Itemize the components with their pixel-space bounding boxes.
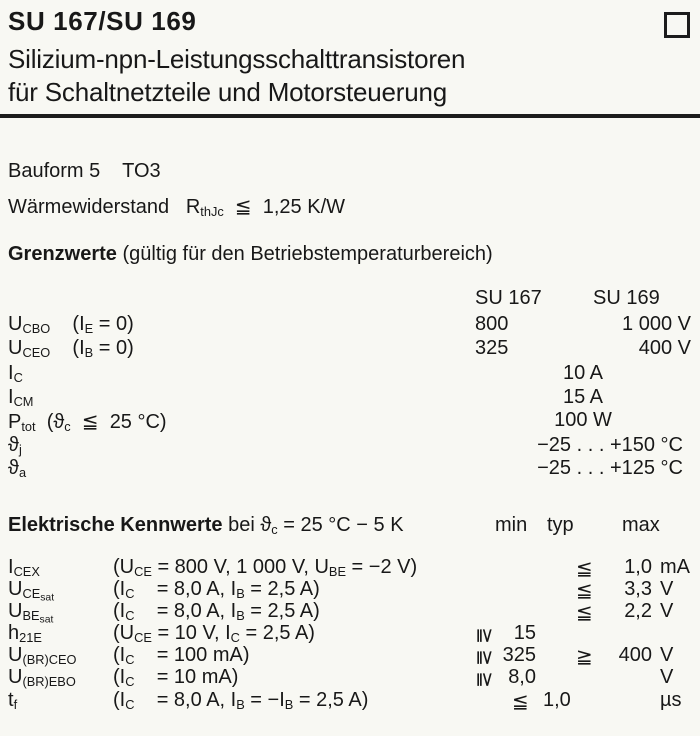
value-su169: 400 V [638, 337, 691, 359]
max-sign: ≦ [576, 602, 593, 624]
thermal-resistance-line [8, 194, 345, 219]
subscript: c [271, 522, 278, 538]
text-segment: (I [113, 644, 126, 666]
subscript: c [64, 419, 71, 435]
subscript: C [125, 608, 135, 624]
subscript: C [125, 674, 135, 690]
kennwerte-heading-bold: Elektrische Kennwerte [8, 514, 223, 536]
subscript: B [284, 697, 294, 713]
subscript: CE [134, 630, 152, 646]
unit: V [660, 578, 674, 600]
corner-square-icon [664, 12, 690, 38]
text-segment: = −2 V) [345, 556, 418, 578]
subscript: j [18, 442, 22, 458]
value-common: 15 A [562, 386, 604, 408]
test-conditions [113, 644, 250, 667]
table-row-ubesat [0, 600, 700, 626]
value-su169: 1 000 V [622, 313, 691, 335]
text-segment: = 0) [93, 313, 134, 335]
bauform-value: TO3 [122, 160, 161, 182]
max-sign: ≧ [576, 646, 593, 668]
text-segment: U [8, 644, 23, 666]
column-header-su167: SU 167 [475, 287, 542, 309]
rotated-sign: ≧ [474, 627, 497, 645]
table-row-ucbo [0, 313, 700, 336]
text-segment: Wärmewiderstand R [8, 196, 201, 218]
table-row-ic [0, 362, 700, 385]
text-segment: = 8,0 A, I [134, 578, 237, 600]
max-sign: ≦ [576, 558, 593, 580]
text-segment: = 800 V, 1 000 V, U [151, 556, 329, 578]
param-symbol [8, 578, 55, 604]
bauform-gap [100, 160, 122, 182]
param-symbol [8, 556, 40, 579]
column-header-max: max [622, 514, 660, 536]
subscript: B [236, 697, 245, 713]
limit-sign: ≦ [512, 691, 529, 713]
param-symbol [8, 434, 22, 457]
table-row-ubrceo [0, 644, 700, 667]
table-row-theta-j [0, 434, 700, 457]
unit: V [660, 666, 674, 688]
text-segment: I [8, 556, 14, 578]
kennwerte-heading [8, 514, 404, 537]
subscript: C [125, 652, 135, 668]
subscript: C [125, 697, 135, 713]
text-segment: bei ϑ [222, 514, 272, 536]
grenzwerte-heading-note: (gültig für den Betriebstemperaturbereich) [116, 243, 493, 265]
text-segment: = −I [244, 689, 285, 711]
unit: V [660, 644, 674, 666]
text-segment: U [8, 337, 23, 359]
text-segment: I [8, 386, 14, 408]
subscript: E [84, 321, 94, 337]
param-symbol [8, 689, 17, 712]
grenzwerte-heading-bold: Grenzwerte [8, 243, 117, 265]
max-value: 3,3 [624, 578, 652, 600]
table-row-theta-a [0, 457, 700, 480]
rotated-sign: ≧ [474, 649, 497, 667]
text-segment: U [8, 600, 23, 622]
bauform-label: Bauform 5 [8, 160, 101, 182]
rotated-sign: ≧ [474, 671, 497, 689]
text-segment: ≦ 25 °C) [70, 411, 167, 433]
param-symbol [8, 457, 26, 480]
subscript: CM [13, 394, 34, 410]
subscript: (BR)CEO [22, 652, 77, 668]
value-range: −25 . . . +125 °C [537, 457, 683, 479]
text-segment: h [8, 622, 20, 644]
kennwerte-heading-rest [223, 514, 404, 536]
text-segment: (I [113, 689, 126, 711]
table-row-tf [0, 689, 700, 712]
text-segment: ≦ 1,25 K/W [223, 196, 346, 218]
table-row-ubrebo [0, 666, 700, 689]
text-segment: = 0) [93, 337, 134, 359]
min-value: 8,0 [508, 666, 536, 688]
test-conditions [113, 600, 320, 623]
text-segment: U [8, 666, 23, 688]
max-sign: ≦ [576, 580, 593, 602]
subscript: B [236, 608, 245, 624]
value-su167: 800 [475, 313, 509, 335]
subscript: BE [22, 608, 40, 624]
column-header-min: min [495, 514, 528, 536]
header-divider [0, 114, 700, 118]
max-value: 400 [618, 644, 652, 666]
text-segment: = 10 V, I [151, 622, 231, 644]
value-range: −25 . . . +150 °C [537, 434, 683, 456]
text-segment: = 2,5 A) [244, 600, 320, 622]
table-row-icm [0, 386, 700, 409]
subscript: C [230, 630, 240, 646]
subscript: CEO [22, 345, 51, 361]
param-symbol [8, 600, 54, 626]
param-symbol [8, 362, 23, 385]
text-segment: = 100 mA) [134, 644, 250, 666]
value-common: 100 W [554, 409, 612, 431]
test-conditions [113, 689, 368, 712]
param-symbol [8, 313, 134, 336]
test-conditions [113, 578, 320, 601]
subscript: a [18, 465, 27, 481]
table-row-ptot [0, 409, 700, 435]
text-segment: = 8,0 A, I [134, 689, 237, 711]
bauform-line [8, 160, 161, 183]
max-value: 1,0 [624, 556, 652, 578]
text-segment: t [8, 689, 14, 711]
text-segment: = 25 °C − 5 K [277, 514, 404, 536]
text-segment: ϑ [8, 457, 19, 479]
subscript: CBO [22, 321, 51, 337]
max-value: 2,2 [624, 600, 652, 622]
table-row-uceo [0, 337, 700, 360]
value-common: 10 A [562, 362, 604, 384]
min-sign-rotated [474, 666, 497, 691]
text-segment: U [8, 578, 23, 600]
grenzwerte-heading [8, 243, 493, 266]
text-segment: = 10 mA) [134, 666, 239, 688]
param-symbol [8, 666, 76, 689]
grenzwerte-column-header-row [0, 287, 700, 310]
test-conditions [113, 556, 417, 579]
text-segment: (I [113, 600, 126, 622]
subscript-level2: sat [40, 592, 55, 604]
text-segment: (U [113, 556, 135, 578]
param-symbol [8, 622, 42, 645]
text-segment: U [8, 313, 23, 335]
limit-value: 1,0 [543, 689, 571, 711]
text-segment: (U [113, 622, 135, 644]
text-segment: P [8, 411, 22, 433]
text-segment: (I [50, 313, 85, 335]
text-segment: (I [50, 337, 85, 359]
column-header-typ: typ [547, 514, 574, 536]
param-symbol [8, 386, 33, 409]
text-segment: (I [113, 578, 126, 600]
text-segment: (ϑ [35, 411, 65, 433]
text-segment: = 8,0 A, I [134, 600, 237, 622]
param-symbol [8, 337, 134, 360]
subscript: BE [328, 564, 346, 580]
subscript: CE [22, 586, 41, 602]
page-title: SU 167/SU 169 [8, 6, 197, 36]
subscript: f [13, 697, 18, 713]
text-segment: (I [113, 666, 126, 688]
value-su167: 325 [475, 337, 509, 359]
subscript: 21E [19, 630, 42, 646]
unit: µs [660, 689, 682, 711]
text-segment: = 2,5 A) [239, 622, 315, 644]
unit: V [660, 600, 674, 622]
param-symbol [8, 409, 167, 434]
text-segment: ϑ [8, 434, 19, 456]
subscript: thJc [200, 204, 224, 220]
min-value: 15 [513, 622, 536, 644]
test-conditions [113, 622, 315, 645]
text-segment: = 2,5 A) [293, 689, 369, 711]
subscript-level2: sat [39, 614, 54, 626]
text-segment: I [8, 362, 14, 384]
subscript: tot [21, 419, 36, 435]
subscript: B [84, 345, 94, 361]
subscript: CE [134, 564, 152, 580]
param-symbol [8, 644, 76, 667]
column-header-su169: SU 169 [593, 287, 660, 309]
subscript: CEX [13, 564, 40, 580]
subscript: B [236, 586, 245, 602]
subscript: C [13, 370, 23, 386]
text-segment: = 2,5 A) [244, 578, 320, 600]
subscript: (BR)EBO [22, 674, 76, 690]
table-row-h21e [0, 622, 700, 645]
subscript: C [125, 586, 135, 602]
table-row-icex [0, 556, 700, 579]
min-value: 325 [502, 644, 536, 666]
table-row-ucesat [0, 578, 700, 604]
subtitle-line2: für Schaltnetzteile und Motorsteuerung [8, 77, 447, 107]
unit: mA [660, 556, 690, 578]
subtitle-line1: Silizium-npn-Leistungsschalttransistoren [8, 44, 466, 74]
test-conditions [113, 666, 238, 689]
